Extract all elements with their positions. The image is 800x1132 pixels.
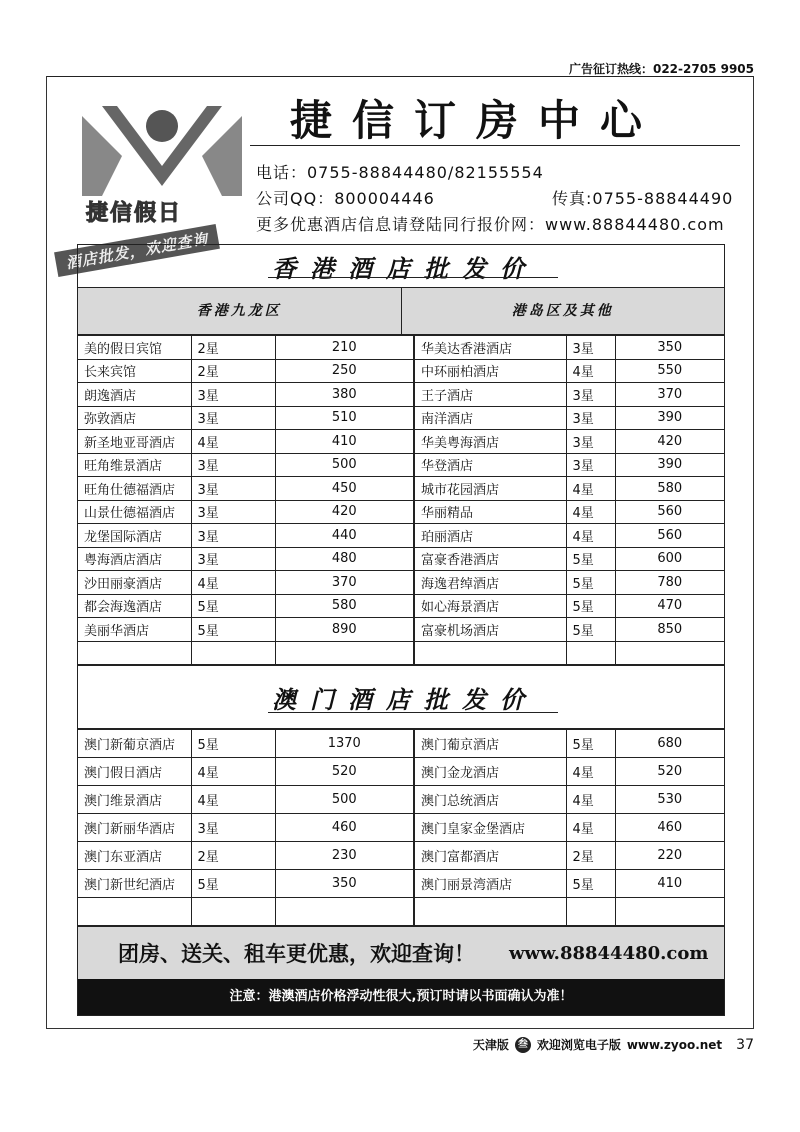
qq-line: 公司QQ：800004446 (256, 189, 435, 208)
star-rating: 2星 (191, 359, 275, 383)
price: 380 (275, 383, 414, 407)
hotel-name: 旺角仕德福酒店 (78, 477, 191, 501)
star-rating: 5星 (566, 571, 615, 595)
footer-site[interactable]: www.zyoo.net (626, 1037, 723, 1052)
hotel-name (414, 898, 566, 926)
star-rating: 3星 (191, 500, 275, 524)
price-notice: 注意：港澳酒店价格浮动性很大,预订时请以书面确认为准！ (78, 979, 724, 1015)
hotel-name: 王子酒店 (414, 383, 566, 407)
edition-label: 天津版 (472, 1038, 509, 1052)
hk-section-header (78, 245, 724, 288)
title-divider (250, 145, 740, 146)
hotel-name: 澳门新丽华酒店 (78, 814, 191, 842)
price: 560 (615, 500, 724, 524)
table-row (78, 547, 724, 571)
price: 680 (615, 730, 724, 758)
table-row (78, 814, 724, 842)
star-rating: 3星 (191, 547, 275, 571)
hotel-name: 中环丽柏酒店 (414, 359, 566, 383)
hotel-name (78, 898, 191, 926)
price: 350 (615, 336, 724, 360)
star-rating: 3星 (566, 383, 615, 407)
price: 520 (615, 758, 724, 786)
price: 510 (275, 406, 414, 430)
hotel-name: 美的假日宾馆 (78, 336, 191, 360)
hotel-name: 粤海酒店酒店 (78, 547, 191, 571)
hotel-name: 澳门新葡京酒店 (78, 730, 191, 758)
footer-slogan: 欢迎浏览电子版 (536, 1038, 621, 1052)
star-rating: 5星 (566, 870, 615, 898)
price (275, 898, 414, 926)
star-rating: 5星 (191, 594, 275, 618)
hotel-name: 澳门丽景湾酒店 (414, 870, 566, 898)
price: 850 (615, 618, 724, 642)
table-row (78, 453, 724, 477)
hotel-name: 南洋酒店 (414, 406, 566, 430)
phone-line: 电话：0755-88844480/82155554 (256, 163, 544, 182)
price: 890 (275, 618, 414, 642)
star-rating: 4星 (566, 359, 615, 383)
price (275, 641, 414, 665)
price: 780 (615, 571, 724, 595)
star-rating: 4星 (191, 758, 275, 786)
ad-hotline: 广告征订热线：022-2705 9905 (568, 62, 754, 76)
table-row (78, 336, 724, 360)
star-rating: 3星 (566, 453, 615, 477)
macau-price-table (78, 729, 724, 926)
table-row (78, 571, 724, 595)
hotel-name: 海逸君绰酒店 (414, 571, 566, 595)
price: 580 (275, 594, 414, 618)
table-row (78, 641, 724, 665)
table-row (78, 383, 724, 407)
price: 370 (615, 383, 724, 407)
price: 410 (275, 430, 414, 454)
hotel-name: 珀丽酒店 (414, 524, 566, 548)
star-rating: 3星 (191, 814, 275, 842)
page-number: 37 (736, 1036, 754, 1053)
price: 470 (615, 594, 724, 618)
price: 600 (615, 547, 724, 571)
hotel-name: 美丽华酒店 (78, 618, 191, 642)
star-rating: 5星 (566, 547, 615, 571)
star-rating: 5星 (566, 730, 615, 758)
star-rating: 2星 (191, 842, 275, 870)
star-rating: 5星 (191, 618, 275, 642)
price: 390 (615, 453, 724, 477)
star-rating: 2星 (191, 336, 275, 360)
price-block (77, 244, 725, 1016)
star-rating: 5星 (566, 618, 615, 642)
hotel-name: 富豪机场酒店 (414, 618, 566, 642)
price: 450 (275, 477, 414, 501)
table-row (78, 842, 724, 870)
price: 460 (615, 814, 724, 842)
macau-title-underline (268, 712, 558, 713)
star-rating: 4星 (566, 814, 615, 842)
price: 1370 (275, 730, 414, 758)
price: 410 (615, 870, 724, 898)
star-rating (566, 641, 615, 665)
hk-title-underline (268, 277, 558, 278)
hk-section-title: 香港酒店批发价 (272, 254, 538, 283)
price: 520 (275, 758, 414, 786)
table-row (78, 359, 724, 383)
star-rating: 3星 (191, 524, 275, 548)
price: 420 (615, 430, 724, 454)
hotel-name: 沙田丽豪酒店 (78, 571, 191, 595)
hotel-name: 朗逸酒店 (78, 383, 191, 407)
star-rating: 4星 (566, 500, 615, 524)
hotel-name: 山景仕德福酒店 (78, 500, 191, 524)
hotel-name: 城市花园酒店 (414, 477, 566, 501)
table-row (78, 524, 724, 548)
hotel-name: 澳门富都酒店 (414, 842, 566, 870)
hotel-name: 澳门总统酒店 (414, 786, 566, 814)
macau-section-header (78, 665, 724, 729)
fax-line: 传真:0755-88844490 (552, 189, 734, 208)
hotel-name: 澳门假日酒店 (78, 758, 191, 786)
star-rating: 3星 (191, 453, 275, 477)
price: 550 (615, 359, 724, 383)
table-row (78, 500, 724, 524)
price: 480 (275, 547, 414, 571)
star-rating: 3星 (191, 406, 275, 430)
page-title: 捷信订房中心 (290, 96, 663, 145)
price (615, 898, 724, 926)
promo-banner (78, 926, 724, 979)
edition-badge-icon: 叁 (515, 1037, 531, 1053)
table-row (78, 618, 724, 642)
price: 350 (275, 870, 414, 898)
price: 500 (275, 453, 414, 477)
hotel-name: 弥敦酒店 (78, 406, 191, 430)
macau-section-title: 澳门酒店批发价 (272, 685, 538, 714)
star-rating: 3星 (566, 336, 615, 360)
price: 420 (275, 500, 414, 524)
price: 530 (615, 786, 724, 814)
star-rating: 3星 (191, 477, 275, 501)
star-rating: 4星 (566, 758, 615, 786)
table-row (78, 594, 724, 618)
hotel-name: 澳门新世纪酒店 (78, 870, 191, 898)
logo-text: 捷信假日 (86, 201, 183, 226)
wholesale-stamp: 酒店批发，欢迎查询 (54, 224, 220, 277)
table-row (78, 870, 724, 898)
promo-text: 团房、送关、租车更优惠，欢迎查询！ (118, 942, 475, 966)
region-island: 港岛区及其他 (511, 303, 614, 319)
hotel-name (78, 641, 191, 665)
star-rating: 3星 (566, 430, 615, 454)
star-rating: 3星 (566, 406, 615, 430)
price: 440 (275, 524, 414, 548)
star-rating: 4星 (566, 477, 615, 501)
price: 500 (275, 786, 414, 814)
hotel-name: 澳门维景酒店 (78, 786, 191, 814)
star-rating: 4星 (566, 786, 615, 814)
star-rating: 4星 (191, 430, 275, 454)
hotel-name: 都会海逸酒店 (78, 594, 191, 618)
star-rating: 4星 (191, 786, 275, 814)
hotel-name: 龙堡国际酒店 (78, 524, 191, 548)
hk-region-row (78, 288, 724, 335)
star-rating (191, 641, 275, 665)
region-kowloon: 香港九龙区 (78, 288, 402, 334)
price: 220 (615, 842, 724, 870)
price: 230 (275, 842, 414, 870)
table-row (78, 786, 724, 814)
price: 580 (615, 477, 724, 501)
hotel-name: 澳门葡京酒店 (414, 730, 566, 758)
table-row (78, 730, 724, 758)
price: 390 (615, 406, 724, 430)
hotel-name: 如心海景酒店 (414, 594, 566, 618)
star-rating: 3星 (191, 383, 275, 407)
promo-url[interactable]: www.88844480.com (509, 942, 709, 964)
hotel-name: 澳门金龙酒店 (414, 758, 566, 786)
hotel-name: 华美粤海酒店 (414, 430, 566, 454)
star-rating: 5星 (191, 870, 275, 898)
price: 210 (275, 336, 414, 360)
hotel-name: 新圣地亚哥酒店 (78, 430, 191, 454)
price (615, 641, 724, 665)
hotel-name: 澳门皇家金堡酒店 (414, 814, 566, 842)
table-row (78, 406, 724, 430)
star-rating: 5星 (566, 594, 615, 618)
star-rating (566, 898, 615, 926)
table-row (78, 430, 724, 454)
star-rating: 4星 (191, 571, 275, 595)
price: 370 (275, 571, 414, 595)
price: 460 (275, 814, 414, 842)
price: 560 (615, 524, 724, 548)
star-rating (191, 898, 275, 926)
star-rating: 4星 (566, 524, 615, 548)
hotel-name: 华丽精品 (414, 500, 566, 524)
price: 250 (275, 359, 414, 383)
hotel-name: 长来宾馆 (78, 359, 191, 383)
star-rating: 2星 (566, 842, 615, 870)
star-rating: 5星 (191, 730, 275, 758)
hotel-name: 富豪香港酒店 (414, 547, 566, 571)
table-row (78, 758, 724, 786)
hotel-name: 澳门东亚酒店 (78, 842, 191, 870)
table-row (78, 898, 724, 926)
website-line: 更多优惠酒店信息请登陆同行报价网：www.88844480.com (256, 215, 725, 234)
hotel-name: 华美达香港酒店 (414, 336, 566, 360)
hotel-name: 华登酒店 (414, 453, 566, 477)
hk-price-table (78, 335, 724, 665)
page-footer (473, 1036, 754, 1053)
table-row (78, 477, 724, 501)
hotel-name (414, 641, 566, 665)
hotel-name: 旺角维景酒店 (78, 453, 191, 477)
